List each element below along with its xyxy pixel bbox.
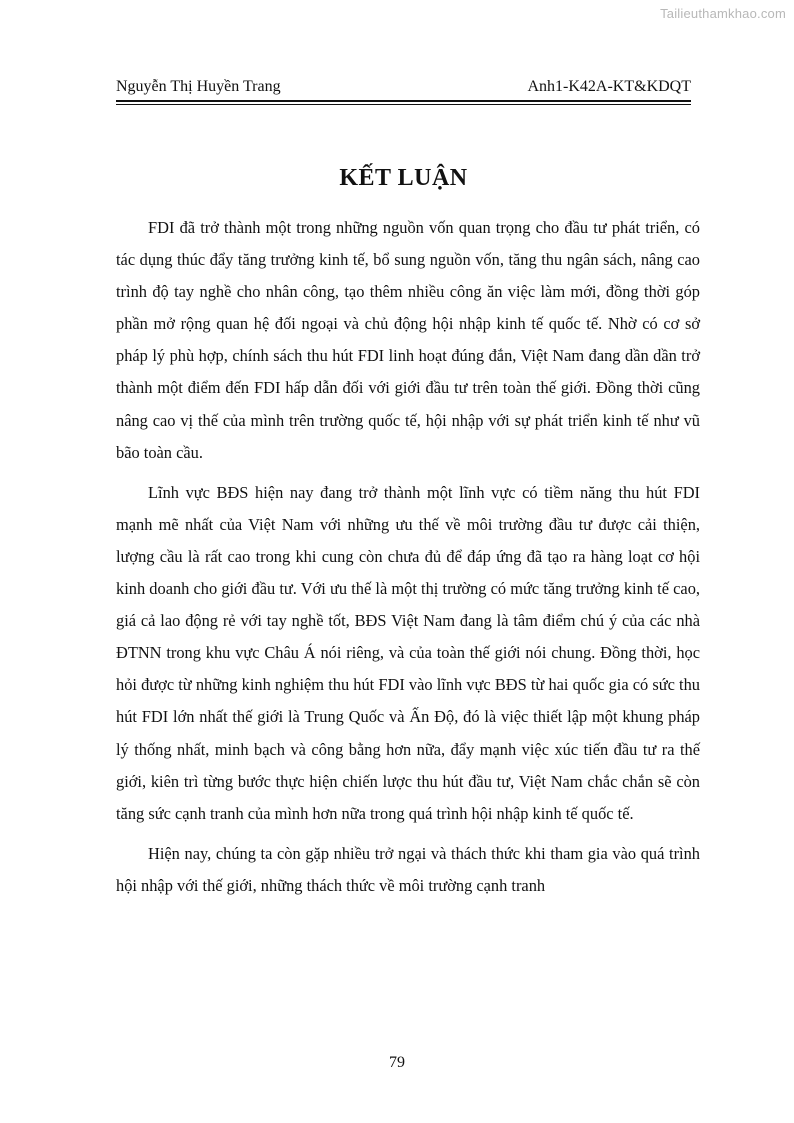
page-number: 79 (389, 1054, 405, 1071)
watermark: Tailieuthamkhao.com (660, 6, 786, 21)
paragraph: Hiện nay, chúng ta còn gặp nhiều trở ngại và thách thức khi tham gia vào quá trình hội nhập với thế giới, những thách thức về môi trường cạnh tranh (116, 843, 700, 895)
paragraph: FDI đã trở thành một trong những nguồn vốn quan trọng cho đầu tư phát triển, có tác dụng thúc đẩy tăng trưởng kinh tế, bổ sung nguồn vốn, tăng thu ngân sách, nâng cao trình độ tay nghề cho nhân công, tạo thêm nhiều công ăn việc làm mới, đồng thời góp phần mở rộng quan hệ đối ngoại và chủ động hội nhập kinh tế quốc tế. Nhờ có cơ sở pháp lý phù hợp, chính sách thu hút FDI linh hoạt đúng đắn, Việt Nam đang dần dần trở thành một điểm đến FDI hấp dẫn đối với giới đầu tư trên toàn thế giới. Đồng thời cũng nâng cao vị thế của mình trên trường quốc tế, hội nhập với sự phát triển kinh tế như vũ bão toàn cầu. (116, 218, 700, 462)
header-class-code: Anh1-K42A-KT&KDQT (527, 78, 691, 95)
page-title: KẾT LUẬN (339, 165, 468, 192)
running-header (116, 78, 691, 100)
body-text (116, 212, 700, 910)
header-rule-thin (116, 104, 691, 105)
header-rule (116, 100, 691, 102)
header-author: Nguyễn Thị Huyền Trang (116, 78, 281, 95)
paragraph: Lĩnh vực BĐS hiện nay đang trở thành một lĩnh vực có tiềm năng thu hút FDI mạnh mẽ nhất của Việt Nam với những ưu thế về môi trường đầu tư được cải thiện, lượng cầu là rất cao trong khi cung còn chưa đủ để đáp ứng đã tạo ra hàng loạt cơ hội kinh doanh cho giới đầu tư. Với ưu thế là một thị trường có mức tăng trưởng kinh tế cao, giá cả lao động rẻ với tay nghề tốt, BĐS Việt Nam đang là tâm điểm chú ý của các nhà ĐTNN trong khu vực Châu Á nói riêng, và của toàn thế giới nói chung. Đồng thời, học hỏi được từ những kinh nghiệm thu hút FDI vào lĩnh vực BĐS từ hai quốc gia có sức thu hút FDI lớn nhất thế giới là Trung Quốc và Ấn Độ, đó là việc thiết lập một khung pháp lý thống nhất, minh bạch và công bằng hơn nữa, đẩy mạnh việc xúc tiến đầu tư ra thế giới, kiên trì từng bước thực hiện chiến lược thu hút đầu tư, Việt Nam chắc chắn sẽ còn tăng sức cạnh tranh của mình hơn nữa trong quá trình hội nhập kinh tế quốc tế. (116, 482, 700, 823)
